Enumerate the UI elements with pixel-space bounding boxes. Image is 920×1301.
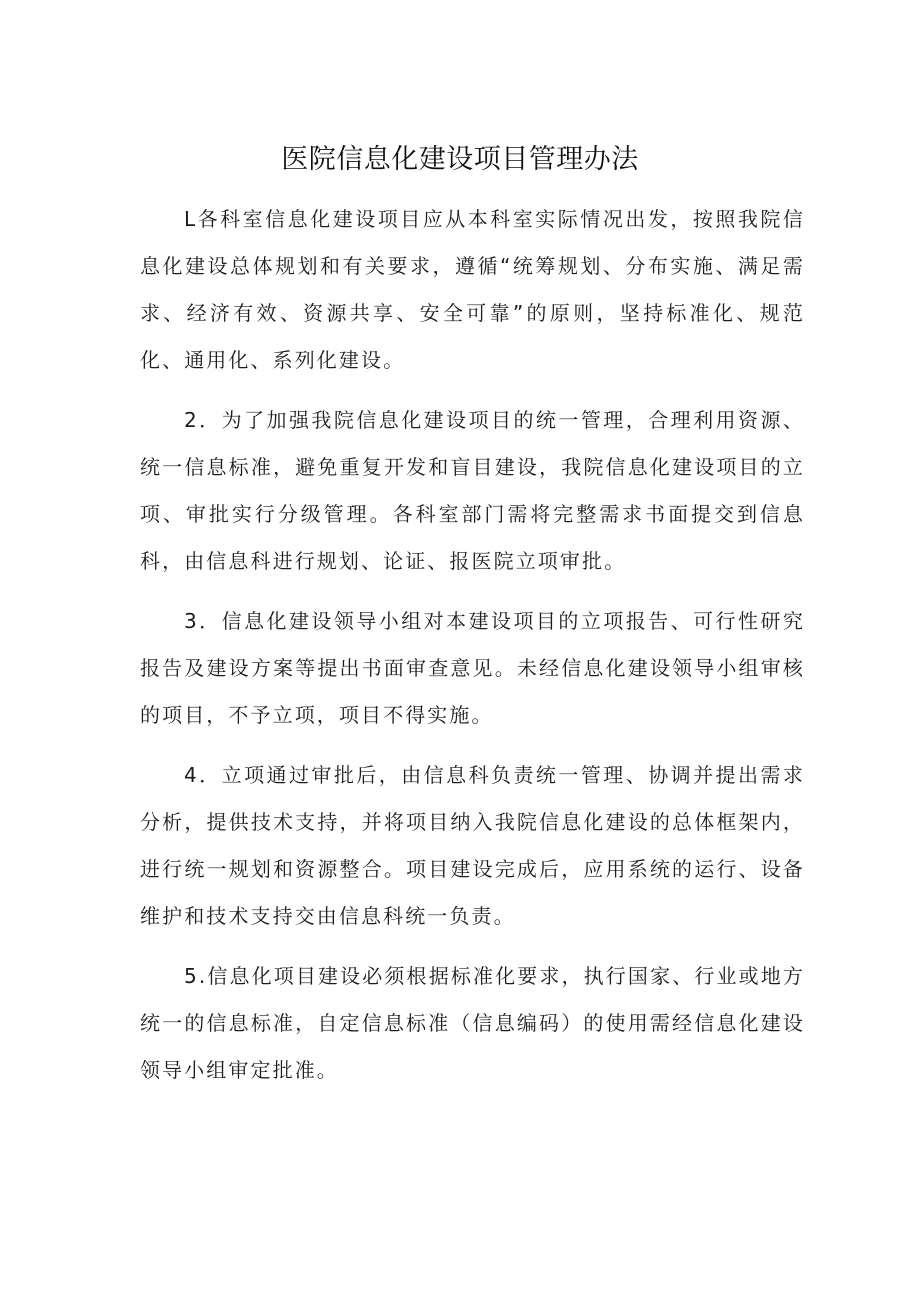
document-body xyxy=(140,196,805,1094)
document-title: 医院信息化建设项目管理办法 xyxy=(281,144,639,175)
paragraph-1: L各科室信息化建设项目应从本科室实际情况出发，按照我院信息化建设总体规划和有关要求，遵循“统筹规划、分布实施、满足需求、经济有效、资源共享、安全可靠”的原则，坚持标准化、规范化、通用化、系列化建设。 xyxy=(140,207,805,372)
paragraph-2: 2．为了加强我院信息化建设项目的统一管理，合理利用资源、统一信息标准，避免重复开发和盲目建设，我院信息化建设项目的立项、审批实行分级管理。各科室部门需将完整需求书面提交到信息科，由信息科进行规划、论证、报医院立项审批。 xyxy=(140,408,805,573)
paragraph-4: 4．立项通过审批后，由信息科负责统一管理、协调并提出需求分析，提供技术支持，并将项目纳入我院信息化建设的总体框架内，进行统一规划和资源整合。项目建设完成后，应用系统的运行、设备维护和技术支持交由信息科统一负责。 xyxy=(140,763,805,928)
paragraph-5: 5.信息化项目建设必须根据标准化要求，执行国家、行业或地方统一的信息标准，自定信息标准（信息编码）的使用需经信息化建设领导小组审定批准。 xyxy=(140,964,805,1082)
paragraph-3: 3．信息化建设领导小组对本建设项目的立项报告、可行性研究报告及建设方案等提出书面审查意见。未经信息化建设领导小组审核的项目，不予立项，项目不得实施。 xyxy=(140,609,805,727)
